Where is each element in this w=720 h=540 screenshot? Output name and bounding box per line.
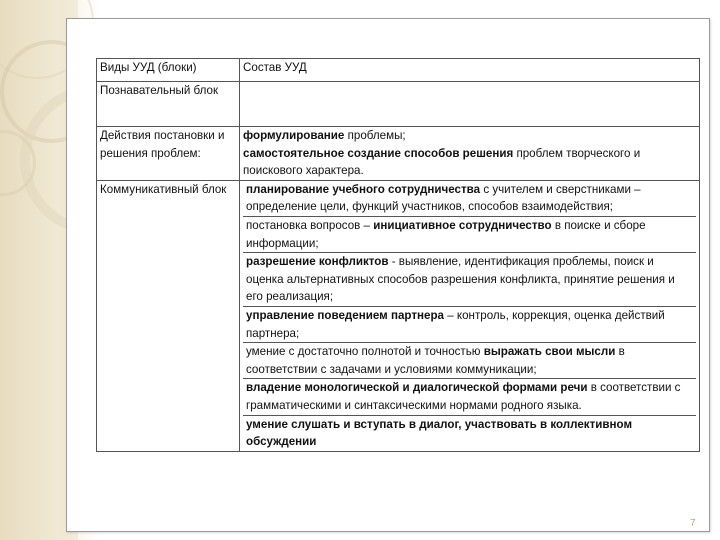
communicative-item — [243, 181, 696, 217]
item-text-bold: разрешение конфликтов — [246, 255, 389, 269]
communicative-item — [243, 307, 696, 343]
item-text-bold: инициативное сотрудничество — [373, 218, 552, 232]
communicative-item — [243, 379, 696, 415]
communicative-item — [243, 343, 696, 379]
header-types: Виды УУД (блоки) — [97, 59, 240, 82]
item-text-bold: выражать свои мысли — [483, 345, 616, 359]
communicative-item — [243, 253, 696, 307]
item-text-rest: в соответствии с задачами и условиями коммуникации; — [246, 345, 625, 376]
problem-line-bold: самостоятельное создание способов решения — [243, 146, 514, 160]
header-composition: Состав УУД — [240, 59, 700, 82]
item-text-bold: умение слушать и вступать в диалог, участвовать в коллективном обсуждении — [246, 417, 633, 449]
problem-actions-row — [97, 127, 700, 181]
communicative-block-label: Коммуникативный блок — [97, 180, 240, 451]
item-text-pre: умение с достаточно полнотой и точностью — [246, 345, 484, 359]
communicative-item — [243, 416, 696, 451]
item-text-pre: постановка вопросов – — [246, 218, 374, 232]
problem-line — [243, 145, 696, 180]
item-text-bold: управление поведением партнера — [246, 308, 444, 322]
problem-actions-label: Действия постановки и решения проблем: — [97, 127, 240, 181]
item-text-rest: - выявление, идентификация проблемы, поиск и оценка альтернативных способов разрешения конфликта, принятие решения и его реализация; — [246, 255, 675, 304]
table-header-row — [97, 59, 700, 82]
problem-line — [243, 127, 696, 145]
communicative-content — [240, 180, 700, 451]
item-text-rest: в поиске и сборе информации; — [246, 218, 646, 250]
communicative-row — [97, 180, 700, 451]
cognitive-block-empty — [240, 82, 700, 127]
item-text-bold: планирование учебного сотрудничества — [246, 182, 481, 196]
problem-line-text: проблемы; — [344, 129, 406, 142]
cognitive-block-label: Познавательный блок — [97, 82, 240, 127]
communicative-item — [243, 217, 696, 253]
problem-line-text: проблем творческого и поискового характера. — [243, 146, 641, 178]
item-text-rest: в соответствии с грамматическими и синтаксическими нормами родного языка. — [246, 381, 681, 412]
cognitive-row — [97, 82, 700, 127]
item-text-rest: – контроль, коррекция, оценка действий партнера; — [246, 308, 665, 340]
problem-line-bold: формулирование — [243, 129, 345, 142]
page-number: 7 — [690, 518, 696, 529]
item-text-bold: владение монологической и диалогической формами речи — [246, 381, 588, 395]
item-text-rest: с учителем и сверстниками – определение цели, функций участников, способов взаимодействия; — [246, 182, 641, 214]
uud-table — [96, 58, 700, 452]
problem-actions-content — [240, 127, 700, 181]
